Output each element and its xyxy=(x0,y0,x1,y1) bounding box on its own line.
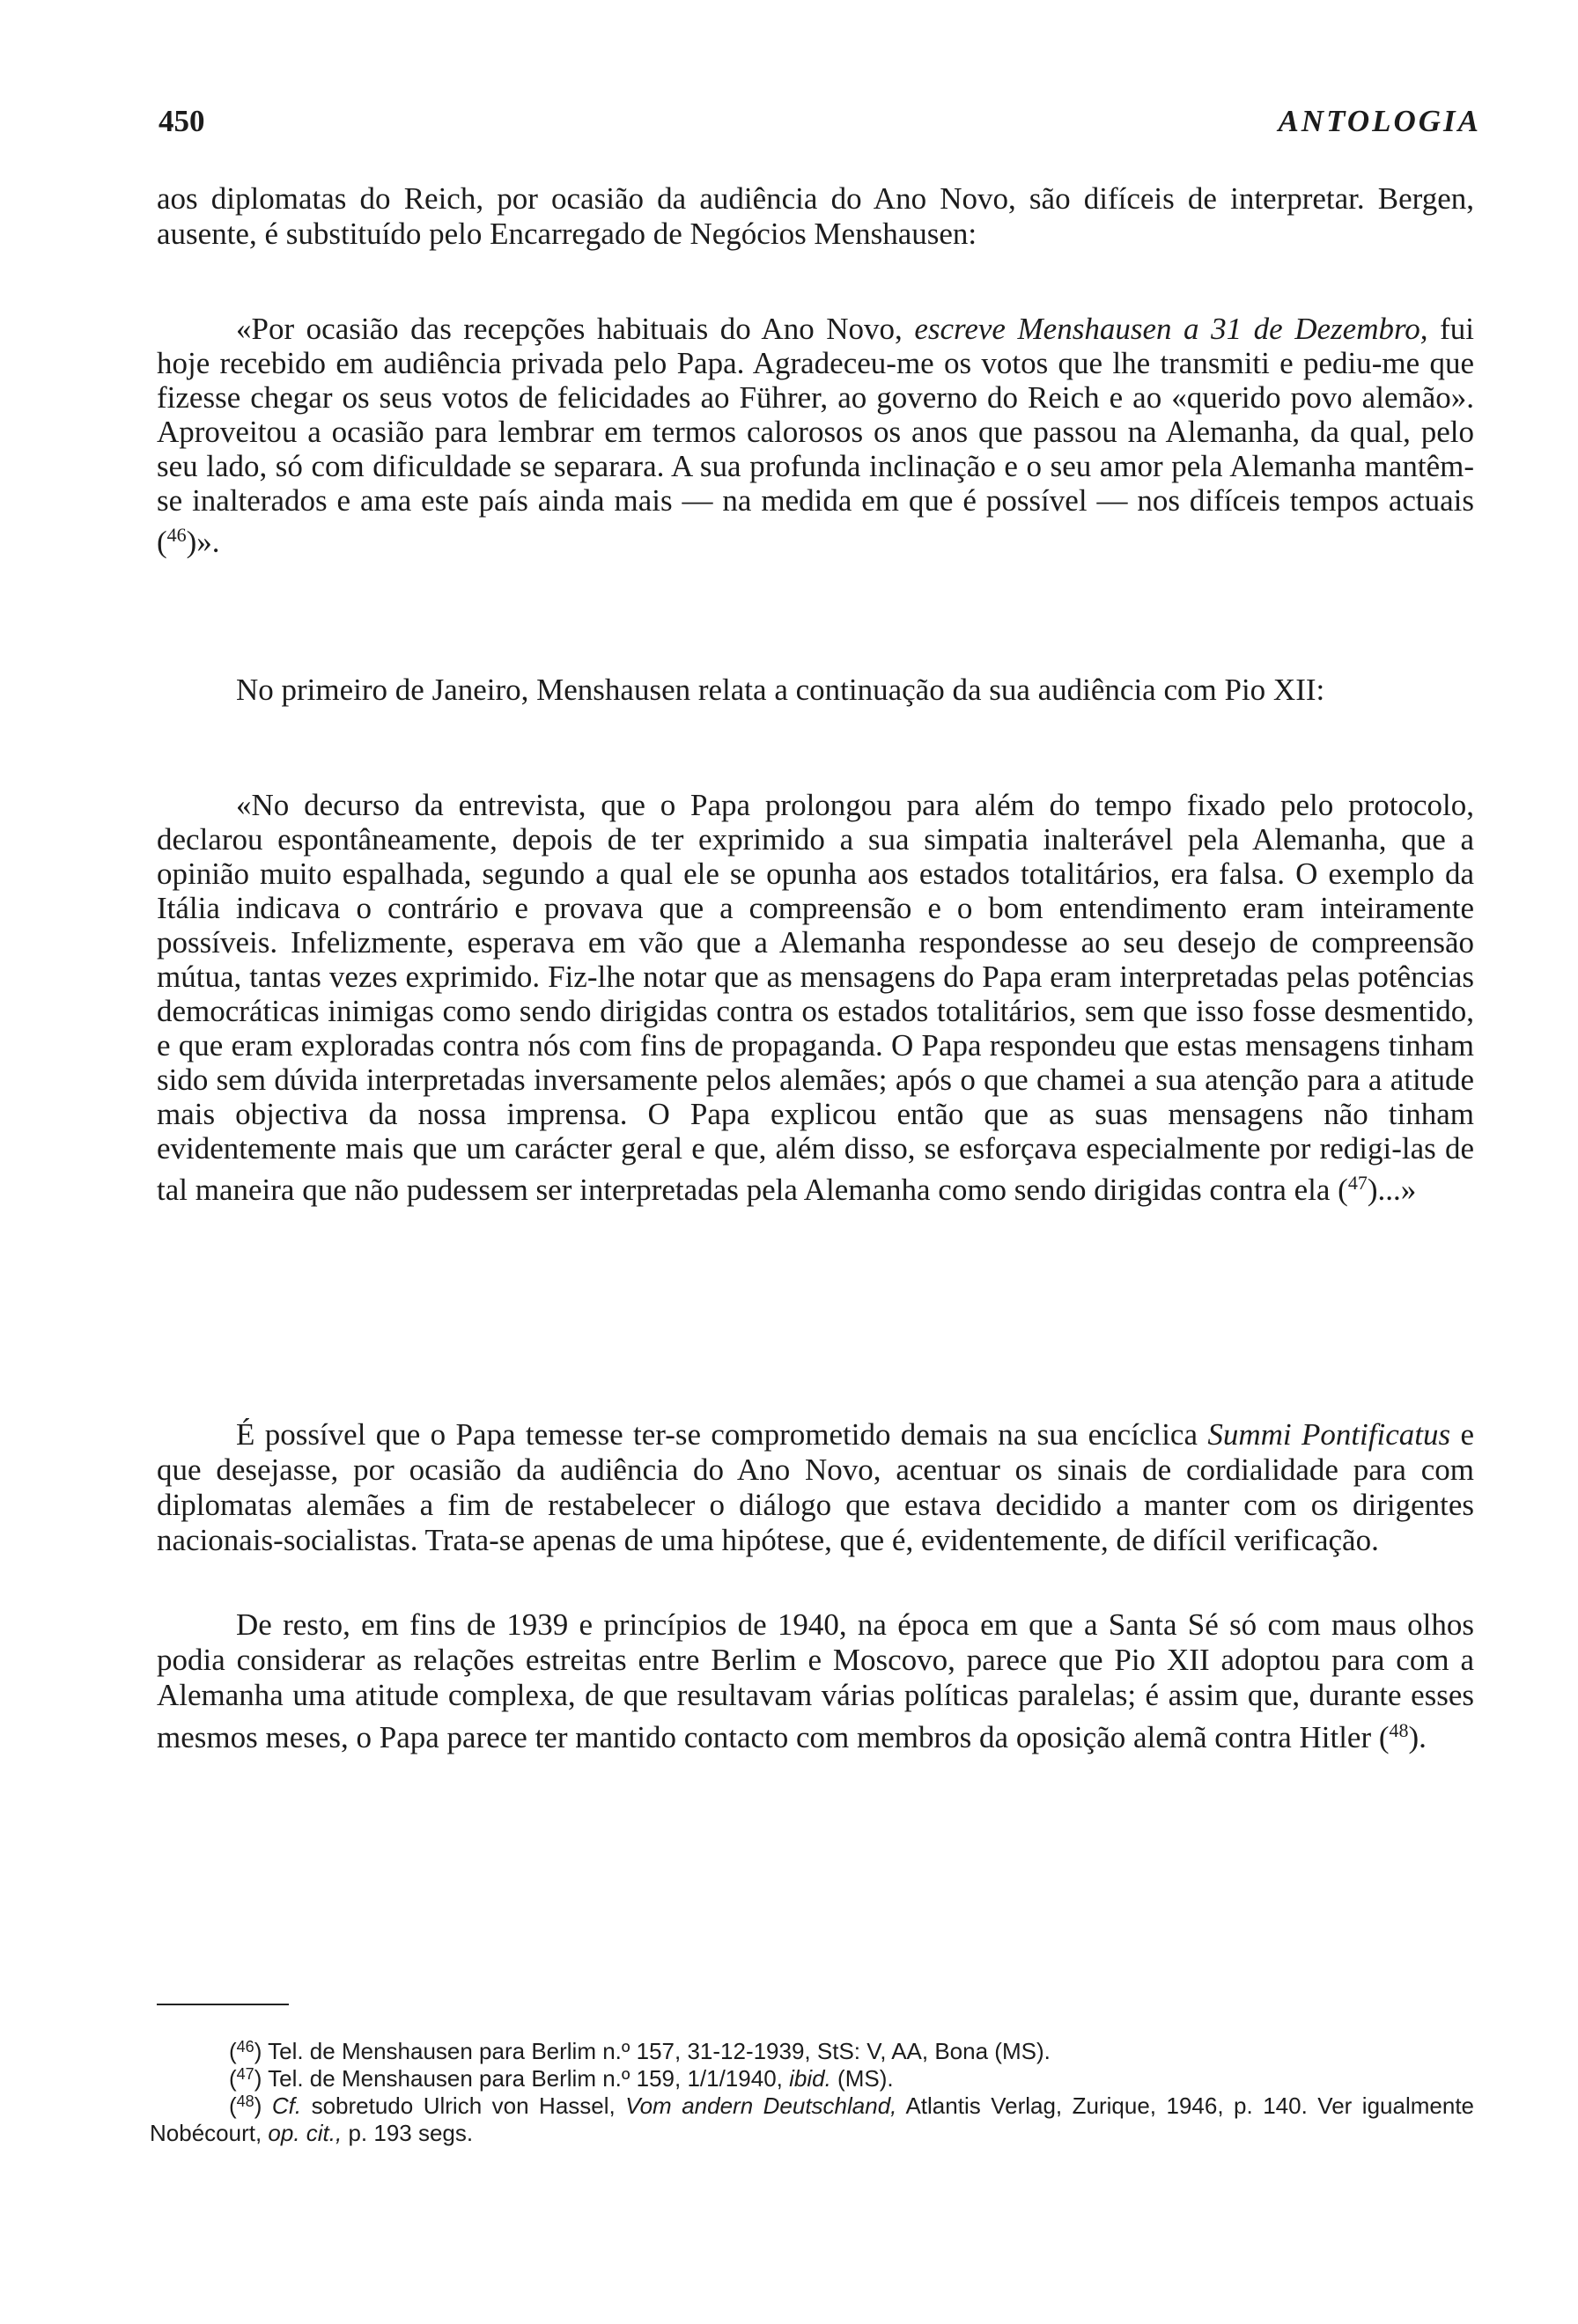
footnote-text: Tel. de Menshausen para Berlim n.º 157, 31-12-1939, StS: V, AA, Bona (MS). xyxy=(268,2038,1051,2064)
footnote-text: op. cit., xyxy=(268,2120,343,2146)
footnote-ref-46: 46 xyxy=(166,524,187,546)
paragraph-text: É possível que o Papa temesse ter-se comprometido demais na sua encíclica xyxy=(236,1417,1208,1452)
footnote-text: Cf. xyxy=(271,2092,302,2119)
footnote-text: (MS). xyxy=(830,2065,894,2092)
page-number: 450 xyxy=(159,104,205,138)
quote-attribution: escreve Menshausen a 31 de Dezembro, xyxy=(914,312,1428,346)
quote-text: «No decurso da entrevista, que o Papa prolongou para além do tempo fixado pelo protocolo, declarou espontâneamente, depois de ter exprimido a sua simpatia inalterável pela Alemanha, que a opinião muito espalhada, segundo a qual ele se opunha aos estados totalitários, era falsa. O exemplo da Itália indicava o contrário e provava que a compreensão e o bom entendimento eram inteiramente possíveis. Infelizmente, esperava em vão que a Alemanha respondesse ao seu desejo de compreensão mútua, tantas vezes exprimido. Fiz-lhe notar que as mensagens do Papa eram interpretadas pelas potências democráticas inimigas como sendo dirigidas contra os estados totalitários, sem que isso fosse desmentido, e que eram exploradas contra nós com fins de propaganda. O Papa respondeu que estas mensagens tinham sido sem dúvida interpretadas inversamente pelos alemães; após o que chamei a sua atenção para a atitude mais objectiva da nossa imprensa. O Papa explicou então que as suas mensagens não tinham evidentemente mais que um carácter geral e que, além disso, se esforçava especialmente por redigi-las de tal maneira que não pudessem ser interpretadas pela Alemanha como sendo dirigidas contra ela ( xyxy=(157,788,1474,1207)
footnote-text: sobretudo Ulrich von Hassel, xyxy=(301,2092,626,2119)
paragraph-first-january xyxy=(157,673,1474,708)
footnote-46: ($^{46}$) Tel. de Menshausen para Berlim n.º 157, 31-12-1939, StS: V, AA, Bona (MS). xyxy=(229,2038,1051,2064)
paragraph-text: aos diplomatas do Reich, por ocasião da audiência do Ano Novo, são difíceis de interpretar. Bergen, ausente, é substituído pelo Encarregado de Negócios Menshausen: xyxy=(157,181,1474,251)
footnote-divider xyxy=(157,2004,289,2005)
paragraph-text: ). xyxy=(1408,1720,1427,1754)
quote-text: «Por ocasião das recepções habituais do Ano Novo, xyxy=(236,312,915,346)
paragraph-late-1939 xyxy=(157,1607,1474,1755)
paragraph-text: No primeiro de Janeiro, Menshausen relata a continuação da sua audiência com Pio XII: xyxy=(236,673,1325,707)
quote-menshausen-31-dec xyxy=(157,312,1474,559)
footnote-text: Tel. de Menshausen para Berlim n.º 159, 1/1/1940, xyxy=(268,2065,790,2092)
encyclical-title: Summi Pontificatus xyxy=(1207,1417,1451,1452)
paragraph-text: e que desejasse, por ocasião da audiência do Ano Novo, acentuar os sinais de cordialidade para com diplomatas alemães a fim de restabelecer o diálogo que estava decidido a manter com os dirigentes nacionais-socialistas. Trata-se apenas de uma hipótese, que é, evidentemente, de difícil verificação. xyxy=(157,1417,1474,1557)
quote-text: )». xyxy=(186,525,220,559)
paragraph-intro xyxy=(157,181,1474,252)
quote-text: fui hoje recebido em audiência privada pelo Papa. Agradeceu-me os votos que lhe transmiti e pediu-me que fizesse chegar os seus votos de felicidades ao Führer, ao governo do Reich e ao «querido povo alemão». Aproveitou a ocasião para lembrar em termos calorosos os anos que passou na Alemanha, da qual, pelo seu lado, só com dificuldade se separara. A sua profunda inclinação e o seu amor pela Alemanha mantêm-se inalterados e ama este país ainda mais — na medida em que é possível — nos difíceis tempos actuais ( xyxy=(157,312,1474,559)
footnote-number: 47 xyxy=(236,2065,254,2083)
footnote-number: 46 xyxy=(236,2038,254,2056)
footnote-number: 48 xyxy=(236,2092,254,2110)
footnote-ref-48: 48 xyxy=(1389,1719,1409,1741)
quote-text: )...» xyxy=(1367,1173,1417,1207)
footnote-48: ($^{48}$) Cf. sobretudo Ulrich von Hassel, Vom andern Deutschland, Atlantis Verlag, Zurique, 1946, p. 140. Ver igualmente Nobécourt, op. cit., p. 193 segs. xyxy=(150,2092,1474,2146)
footnote-47: ($^{47}$) Tel. de Menshausen para Berlim n.º 159, 1/1/1940, ibid. (MS). xyxy=(229,2065,894,2092)
footnote-text: Atlantis Verlag, Zurique, 1946, p. 140. Ver igualmente Nobécourt, xyxy=(150,2092,1474,2146)
quote-menshausen-1-jan xyxy=(157,788,1474,1207)
footnote-text: ibid. xyxy=(789,2065,831,2092)
footnote-ref-47: 47 xyxy=(1347,1172,1368,1194)
paragraph-summi-pontificatus xyxy=(157,1417,1474,1558)
book-title: Vom andern Deutschland, xyxy=(625,2092,897,2119)
paragraph-text: De resto, em fins de 1939 e princípios de 1940, na época em que a Santa Sé só com maus olhos podia considerar as relações estreitas entre Berlim e Moscovo, parece que Pio XII adoptou para com a Alemanha uma atitude complexa, de que resultavam várias políticas paralelas; é assim que, durante esses mesmos meses, o Papa parece ter mantido contacto com membros da oposição alemã contra Hitler ( xyxy=(157,1607,1474,1754)
running-title: ANTOLOGIA xyxy=(1278,104,1481,138)
footnote-text: p. 193 segs. xyxy=(342,2120,474,2146)
